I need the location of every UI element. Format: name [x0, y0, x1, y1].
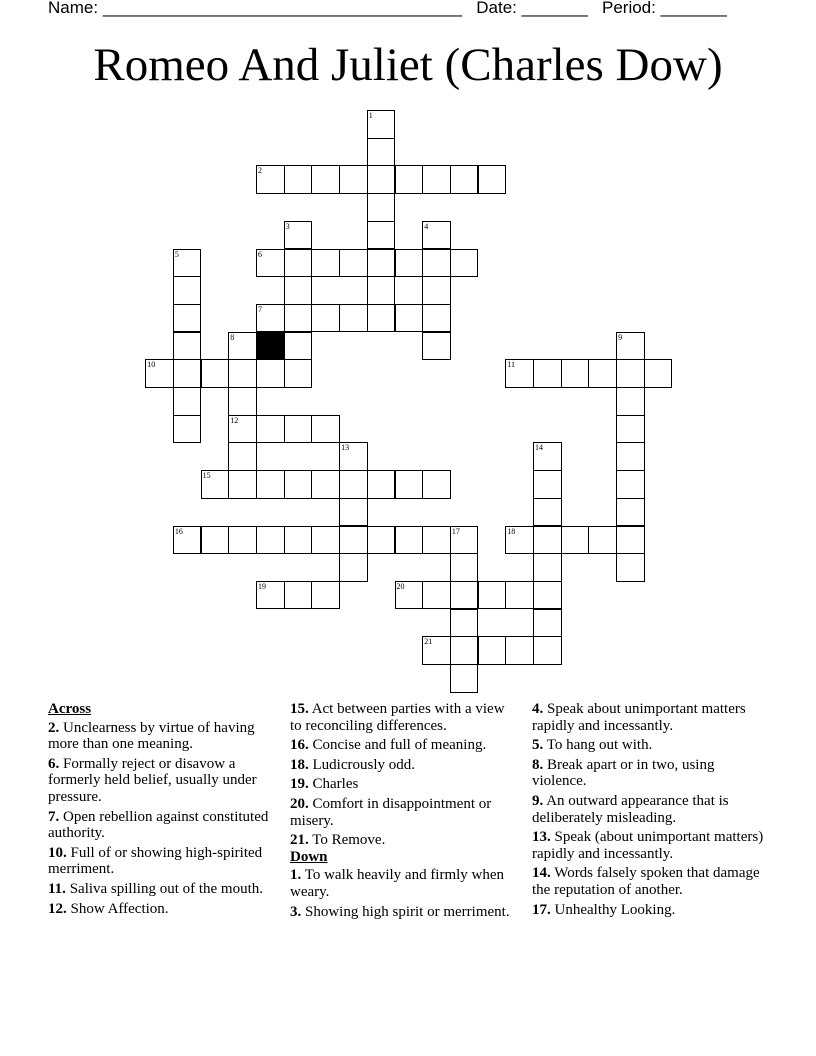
clue-across-6	[48, 756, 278, 806]
date-blank[interactable]: _______	[521, 0, 588, 17]
clue-text: Comfort in disappointment or misery.	[290, 795, 492, 829]
grid-cell[interactable]	[339, 304, 368, 333]
grid-cell[interactable]	[256, 470, 285, 499]
grid-cell[interactable]	[450, 609, 479, 638]
clue-across-19	[290, 776, 515, 793]
grid-cell[interactable]	[311, 249, 340, 278]
clue-number: 1.	[290, 867, 302, 884]
grid-cell[interactable]	[228, 359, 257, 388]
clue-down-4	[532, 701, 772, 734]
grid-cell[interactable]	[173, 387, 202, 416]
grid-cell[interactable]	[533, 442, 562, 471]
clue-number: 16.	[290, 737, 309, 754]
grid-cell[interactable]	[533, 636, 562, 665]
clue-text: To Remove.	[312, 832, 386, 849]
grid-cell[interactable]	[311, 165, 340, 194]
grid-cell[interactable]	[284, 249, 313, 278]
grid-cell[interactable]	[311, 470, 340, 499]
grid-cell[interactable]	[228, 470, 257, 499]
clue-number: 13.	[532, 829, 551, 846]
grid-cell[interactable]	[422, 276, 451, 305]
grid-cell[interactable]	[588, 359, 617, 388]
grid-cell[interactable]	[256, 526, 285, 555]
grid-cell[interactable]	[145, 359, 174, 388]
grid-cell[interactable]	[339, 498, 368, 527]
grid-cell[interactable]	[311, 526, 340, 555]
grid-cell[interactable]	[478, 636, 507, 665]
grid-cell[interactable]	[422, 526, 451, 555]
grid-cell[interactable]	[228, 442, 257, 471]
grid-cell[interactable]	[284, 526, 313, 555]
clue-across-20	[290, 796, 515, 829]
grid-cell[interactable]	[339, 526, 368, 555]
clue-text: Concise and full of meaning.	[312, 737, 487, 754]
cell-number: 14	[535, 443, 543, 453]
clue-number: 17.	[532, 901, 551, 918]
grid-cell[interactable]	[422, 165, 451, 194]
grid-cell[interactable]	[395, 304, 424, 333]
clue-number: 14.	[532, 865, 551, 882]
grid-cell[interactable]	[367, 165, 396, 194]
name-blank[interactable]: ______________________________________	[102, 0, 463, 17]
cell-number: 15	[202, 471, 211, 481]
grid-cell[interactable]	[533, 581, 562, 610]
grid-cell[interactable]	[616, 415, 645, 444]
clue-text: Full of or showing high-spirited merriment.	[48, 844, 263, 878]
grid-cell[interactable]	[505, 636, 534, 665]
clue-text: Act between parties with a view to reconciling differences.	[290, 701, 505, 734]
grid-cell[interactable]	[561, 526, 590, 555]
grid-cell[interactable]	[422, 470, 451, 499]
grid-cell[interactable]	[478, 165, 507, 194]
clue-number: 19.	[290, 776, 309, 793]
cell-number: 19	[258, 581, 266, 591]
grid-cell[interactable]	[173, 526, 202, 555]
grid-cell[interactable]	[450, 249, 479, 278]
clue-down-9	[532, 793, 772, 826]
grid-cell[interactable]	[339, 470, 368, 499]
grid-cell[interactable]	[450, 553, 479, 582]
clue-across-21	[290, 832, 515, 849]
clue-text: Formally reject or disavow a formerly held belief, usually under pressure.	[48, 755, 257, 805]
clue-text: Show Affection.	[70, 900, 169, 917]
grid-cell[interactable]	[339, 553, 368, 582]
grid-cell[interactable]	[173, 332, 202, 361]
grid-cell[interactable]	[395, 526, 424, 555]
grid-cell[interactable]	[228, 415, 257, 444]
cell-number: 12	[230, 415, 239, 425]
name-label: Name:	[48, 0, 99, 17]
grid-cell[interactable]	[422, 304, 451, 333]
grid-cell[interactable]	[367, 138, 396, 167]
grid-cell[interactable]	[284, 581, 313, 610]
grid-cell[interactable]	[367, 276, 396, 305]
grid-cell[interactable]	[201, 359, 230, 388]
clue-across-18	[290, 757, 515, 774]
black-cell	[256, 332, 285, 361]
clues-column-1	[48, 701, 278, 920]
clue-number: 10.	[48, 844, 67, 861]
clue-text: Open rebellion against constituted authority.	[48, 808, 269, 842]
grid-cell[interactable]	[505, 359, 534, 388]
clue-across-11	[48, 881, 278, 898]
grid-cell[interactable]	[173, 359, 202, 388]
cell-number: 13	[341, 443, 350, 453]
clue-down-5	[532, 737, 772, 754]
grid-cell[interactable]	[173, 415, 202, 444]
clue-down-14	[532, 865, 772, 898]
grid-cell[interactable]	[256, 415, 285, 444]
grid-cell[interactable]	[311, 415, 340, 444]
clue-number: 6.	[48, 755, 60, 772]
period-blank[interactable]: _______	[660, 0, 727, 17]
grid-cell[interactable]	[284, 221, 313, 250]
date-label: Date:	[476, 0, 517, 17]
grid-cell[interactable]	[311, 581, 340, 610]
grid-cell[interactable]	[367, 470, 396, 499]
grid-cell[interactable]	[533, 470, 562, 499]
clue-text: To hang out with.	[546, 737, 653, 754]
grid-cell[interactable]	[339, 249, 368, 278]
cell-number: 1	[368, 111, 373, 120]
grid-cell[interactable]	[256, 304, 285, 333]
clue-number: 15.	[290, 701, 309, 717]
down-heading: Down	[290, 848, 328, 865]
grid-cell[interactable]	[367, 110, 396, 139]
clue-text: To walk heavily and firmly when weary.	[290, 867, 505, 900]
grid-cell[interactable]	[228, 332, 257, 361]
cell-number: 16	[174, 526, 183, 536]
grid-cell[interactable]	[616, 553, 645, 582]
clue-text: Words falsely spoken that damage the reputation of another.	[532, 865, 760, 898]
grid-cell[interactable]	[311, 304, 340, 333]
cell-number: 8	[230, 332, 235, 342]
grid-cell[interactable]	[256, 359, 285, 388]
grid-cell[interactable]	[644, 359, 673, 388]
grid-cell[interactable]	[616, 498, 645, 527]
grid-cell[interactable]	[422, 332, 451, 361]
clue-text: Ludicrously odd.	[312, 756, 415, 773]
cell-number: 3	[285, 221, 290, 231]
grid-cell[interactable]	[367, 304, 396, 333]
clue-across-16	[290, 737, 515, 754]
grid-cell[interactable]	[588, 526, 617, 555]
grid-cell[interactable]	[395, 581, 424, 610]
clue-text: Saliva spilling out of the mouth.	[69, 880, 264, 897]
grid-cell[interactable]	[505, 581, 534, 610]
clue-across-15	[290, 701, 515, 734]
grid-cell[interactable]	[284, 415, 313, 444]
clue-text: Speak (about unimportant matters) rapidly and incessantly.	[532, 829, 764, 862]
grid-cell[interactable]	[422, 221, 451, 250]
clue-across-12	[48, 901, 278, 918]
grid-cell[interactable]	[533, 498, 562, 527]
clue-number: 8.	[532, 756, 544, 773]
cell-number: 11	[507, 360, 515, 370]
clue-number: 18.	[290, 756, 309, 773]
grid-cell[interactable]	[367, 221, 396, 250]
grid-cell[interactable]	[284, 332, 313, 361]
grid-cell[interactable]	[367, 193, 396, 222]
cell-number: 7	[258, 304, 262, 314]
grid-cell[interactable]	[450, 636, 479, 665]
grid-cell[interactable]	[284, 304, 313, 333]
cell-number: 21	[424, 637, 433, 647]
grid-cell[interactable]	[201, 470, 230, 499]
clue-across-10	[48, 845, 278, 878]
clue-number: 11.	[48, 880, 66, 897]
clue-text: Speak about unimportant matters rapidly and incessantly.	[532, 701, 746, 734]
cell-number: 9	[618, 332, 623, 342]
clue-text: An outward appearance that is deliberately misleading.	[532, 792, 729, 826]
clue-across-2	[48, 720, 278, 753]
grid-cell[interactable]	[173, 276, 202, 305]
clue-text: Unclearness by virtue of having more than one meaning.	[48, 719, 255, 753]
grid-cell[interactable]	[284, 470, 313, 499]
grid-cell[interactable]	[422, 581, 451, 610]
grid-cell[interactable]	[201, 526, 230, 555]
grid-cell[interactable]	[450, 581, 479, 610]
cell-number: 4	[424, 221, 429, 231]
grid-cell[interactable]	[173, 249, 202, 278]
grid-cell[interactable]	[450, 165, 479, 194]
clue-down-3	[290, 904, 515, 921]
page-title: Romeo And Juliet (Charles Dow)	[93, 39, 723, 91]
clue-number: 4.	[532, 701, 544, 717]
clue-number: 12.	[48, 900, 67, 917]
grid-cell[interactable]	[284, 359, 313, 388]
period-label: Period:	[602, 0, 656, 17]
clue-number: 5.	[532, 737, 544, 754]
cell-number: 17	[451, 526, 460, 536]
clue-down-1	[290, 867, 515, 900]
grid-cell[interactable]	[616, 442, 645, 471]
clues-column-3	[532, 701, 772, 921]
clues-column-2	[290, 701, 515, 923]
grid-cell[interactable]	[256, 165, 285, 194]
grid-cell[interactable]	[422, 249, 451, 278]
grid-cell[interactable]	[228, 526, 257, 555]
grid-cell[interactable]	[284, 276, 313, 305]
grid-cell[interactable]	[561, 359, 590, 388]
clue-number: 3.	[290, 903, 302, 920]
cell-number: 5	[174, 249, 179, 259]
clue-down-8	[532, 757, 772, 790]
grid-cell[interactable]	[533, 526, 562, 555]
clue-text: Showing high spirit or merriment.	[305, 903, 510, 920]
grid-cell[interactable]	[256, 249, 285, 278]
clue-across-7	[48, 809, 278, 842]
grid-cell[interactable]	[367, 249, 396, 278]
across-heading: Across	[48, 701, 92, 717]
grid-cell[interactable]	[367, 526, 396, 555]
clue-number: 7.	[48, 808, 60, 825]
clue-number: 9.	[532, 792, 544, 809]
clue-text: Break apart or in two, using violence.	[532, 756, 715, 790]
grid-cell[interactable]	[616, 526, 645, 555]
grid-cell[interactable]	[228, 387, 257, 416]
grid-cell[interactable]	[478, 581, 507, 610]
grid-cell[interactable]	[395, 249, 424, 278]
cell-number: 20	[396, 581, 405, 591]
grid-cell[interactable]	[616, 470, 645, 499]
cell-number: 6	[258, 249, 262, 259]
grid-cell[interactable]	[256, 581, 285, 610]
clue-number: 20.	[290, 795, 309, 812]
grid-cell[interactable]	[339, 165, 368, 194]
grid-cell[interactable]	[395, 470, 424, 499]
clue-number: 21.	[290, 832, 309, 849]
grid-cell[interactable]	[173, 304, 202, 333]
grid-cell[interactable]	[450, 664, 479, 693]
grid-cell[interactable]	[616, 332, 645, 361]
clue-text: Charles	[312, 776, 359, 793]
grid-cell[interactable]	[284, 165, 313, 194]
cell-number: 10	[147, 360, 156, 370]
grid-cell[interactable]	[533, 359, 562, 388]
grid-cell[interactable]	[616, 387, 645, 416]
grid-cell[interactable]	[339, 442, 368, 471]
clue-down-17	[532, 902, 772, 919]
cell-number: 18	[507, 526, 516, 536]
grid-cell[interactable]	[616, 359, 645, 388]
grid-cell[interactable]	[450, 526, 479, 555]
clue-text: Unhealthy Looking.	[554, 901, 676, 918]
grid-cell[interactable]	[533, 609, 562, 638]
cell-number: 2	[258, 166, 262, 176]
clue-number: 2.	[48, 719, 60, 736]
grid-cell[interactable]	[395, 165, 424, 194]
clue-down-13	[532, 829, 772, 862]
grid-cell[interactable]	[533, 553, 562, 582]
grid-cell[interactable]	[422, 636, 451, 665]
grid-cell[interactable]	[505, 526, 534, 555]
